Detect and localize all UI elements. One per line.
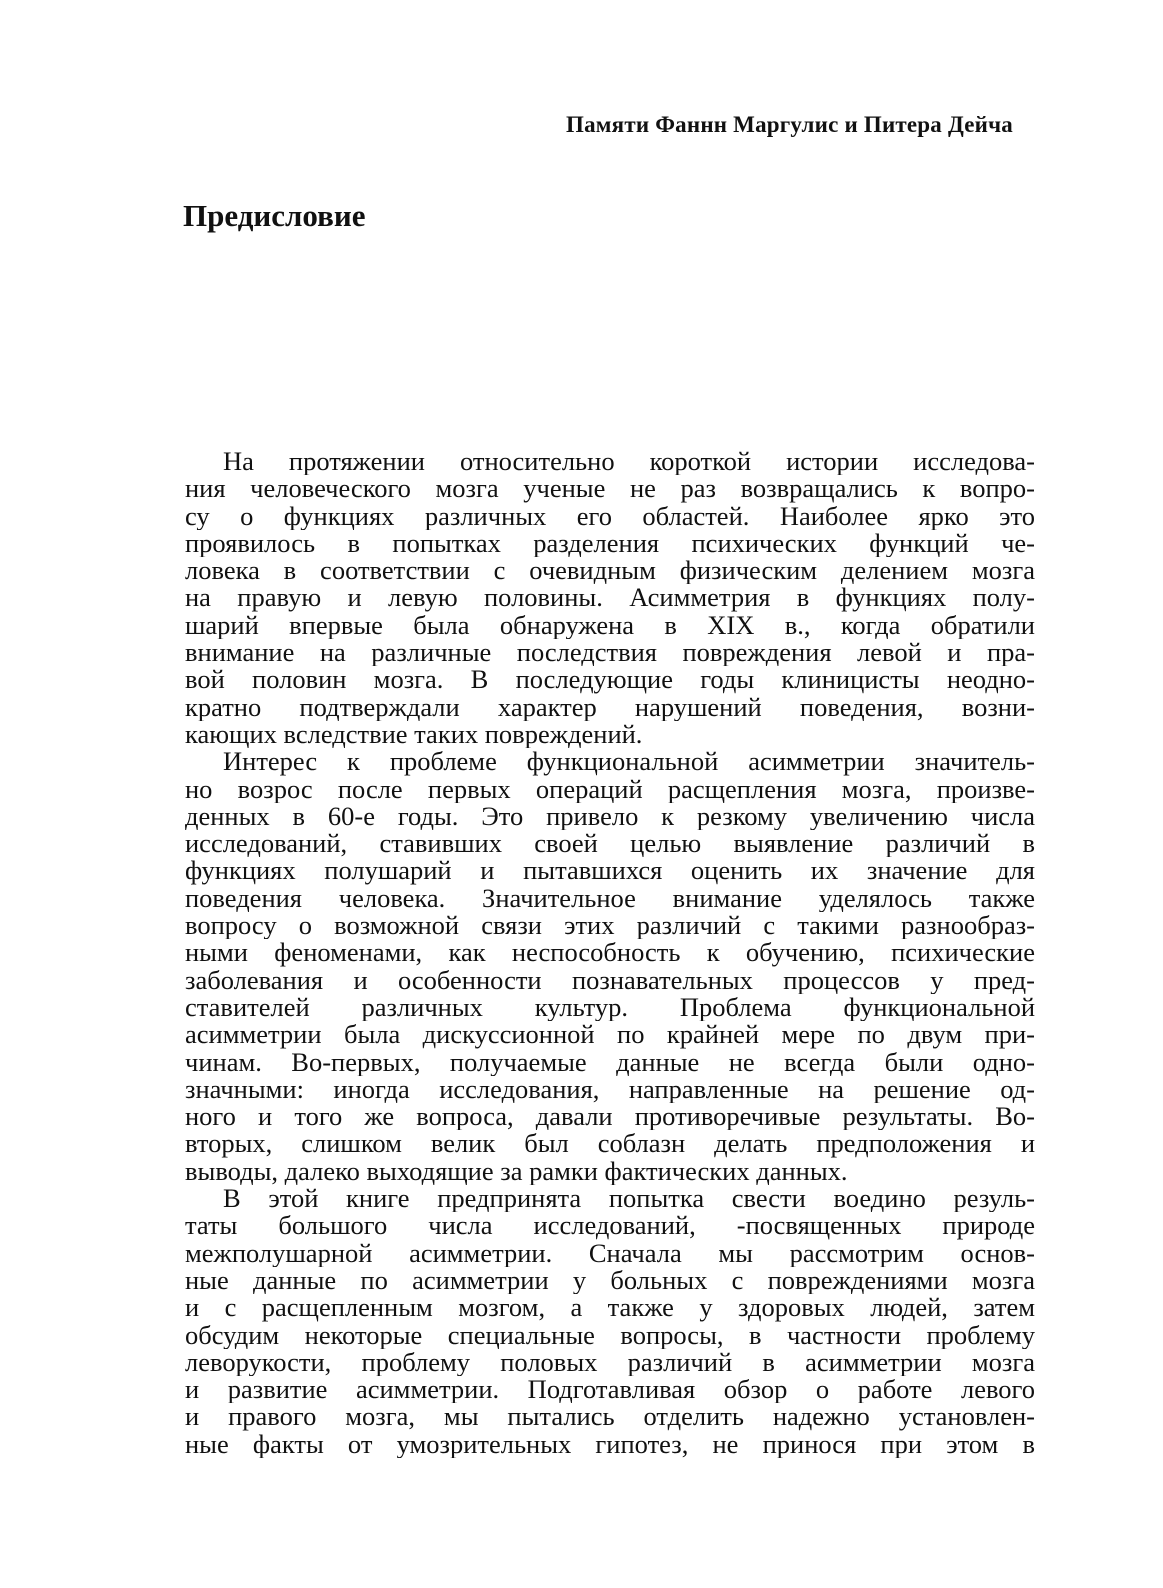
text-line: поведения человека. Значительное внимание уделялось также (185, 884, 1035, 913)
text-line: обсудим некоторые специальные вопросы, в частности проблему (185, 1321, 1035, 1349)
paragraph (185, 748, 1035, 1185)
text-line: ловека в соответствии с очевидным физическим делением мозга (185, 557, 1035, 585)
text-line: и с расщепленным мозгом, а также у здоровых людей, затем (185, 1294, 1035, 1322)
text-line: чинам. Во-первых, получаемые данные не всегда были одно- (185, 1048, 1035, 1076)
body-text (185, 448, 1035, 1458)
text-line: межполушарной асимметрии. Сначала мы рассмотрим основ- (185, 1239, 1035, 1267)
text-line: значными: иногда исследования, направленные на решение од- (185, 1075, 1035, 1104)
text-line: на правую и левую половины. Асимметрия в функциях полу- (185, 584, 1035, 612)
text-line: проявилось в попытках разделения психических функций че- (185, 529, 1035, 558)
text-line: леворукости, проблему половых различий в асимметрии мозга (185, 1348, 1035, 1377)
paragraph (185, 448, 1035, 748)
text-line: вторых, слишком велик был соблазн делать предположения и (185, 1130, 1035, 1158)
paragraph (185, 1185, 1035, 1458)
text-line: ные данные по асимметрии у больных с повреждениями мозга (185, 1266, 1035, 1295)
text-line: В этой книге предпринята попытка свести воедино резуль- (223, 1185, 1035, 1213)
text-line: выводы, далеко выходящие за рамки фактических данных. (185, 1157, 848, 1186)
text-line: кратно подтверждали характер нарушений поведения, возни- (185, 693, 1035, 721)
text-line: вой половин мозга. В последующие годы клиницисты неодно- (185, 666, 1035, 694)
text-line: исследований, ставивших своей целью выявление различий в (185, 830, 1035, 858)
dedication-line: Памяти Фаннн Маргулис и Питера Дейча (566, 112, 1013, 137)
text-line: ного и того же вопроса, давали противоречивые результаты. Во- (185, 1103, 1035, 1131)
text-line: Интерес к проблеме функциональной асимметрии значитель- (223, 748, 1035, 776)
text-line: ными феноменами, как неспособность к обучению, психические (185, 939, 1035, 967)
text-line: денных в 60-е годы. Это привело к резкому увеличению числа (185, 802, 1035, 831)
text-line: су о функциях различных его областей. Наиболее ярко это (185, 502, 1035, 530)
text-line: таты большого числа исследований, -посвященных природе (185, 1212, 1035, 1240)
text-line: вопросу о возможной связи этих различий с такими разнообраз- (185, 912, 1035, 940)
text-line: и развитие асимметрии. Подготавливая обзор о работе левого (185, 1376, 1035, 1404)
text-line: но возрос после первых операций расщепления мозга, произве- (185, 775, 1035, 803)
text-line: ния человеческого мозга ученые не раз возвращались к вопро- (185, 475, 1035, 503)
text-line: заболевания и особенности познавательных процессов у пред- (185, 966, 1035, 994)
text-line: и правого мозга, мы пытались отделить надежно установлен- (185, 1403, 1035, 1431)
text-line: шарий впервые была обнаружена в XIX в., когда обратили (185, 611, 1035, 640)
text-line: асимметрии была дискуссионной по крайней мере по двум при- (185, 1021, 1035, 1049)
chapter-heading: Предисловие (183, 198, 366, 233)
text-line: ставителей различных культур. Проблема функциональной (185, 993, 1035, 1022)
text-line: функциях полушарий и пытавшихся оценить их значение для (185, 857, 1035, 885)
text-line: На протяжении относительно короткой истории исследова- (223, 448, 1035, 476)
text-line: ные факты от умозрительных гипотез, не принося при этом в (185, 1430, 1035, 1458)
text-line: внимание на различные последствия повреждения левой и пра- (185, 639, 1035, 667)
text-line: кающих вследствие таких повреждений. (185, 720, 643, 749)
